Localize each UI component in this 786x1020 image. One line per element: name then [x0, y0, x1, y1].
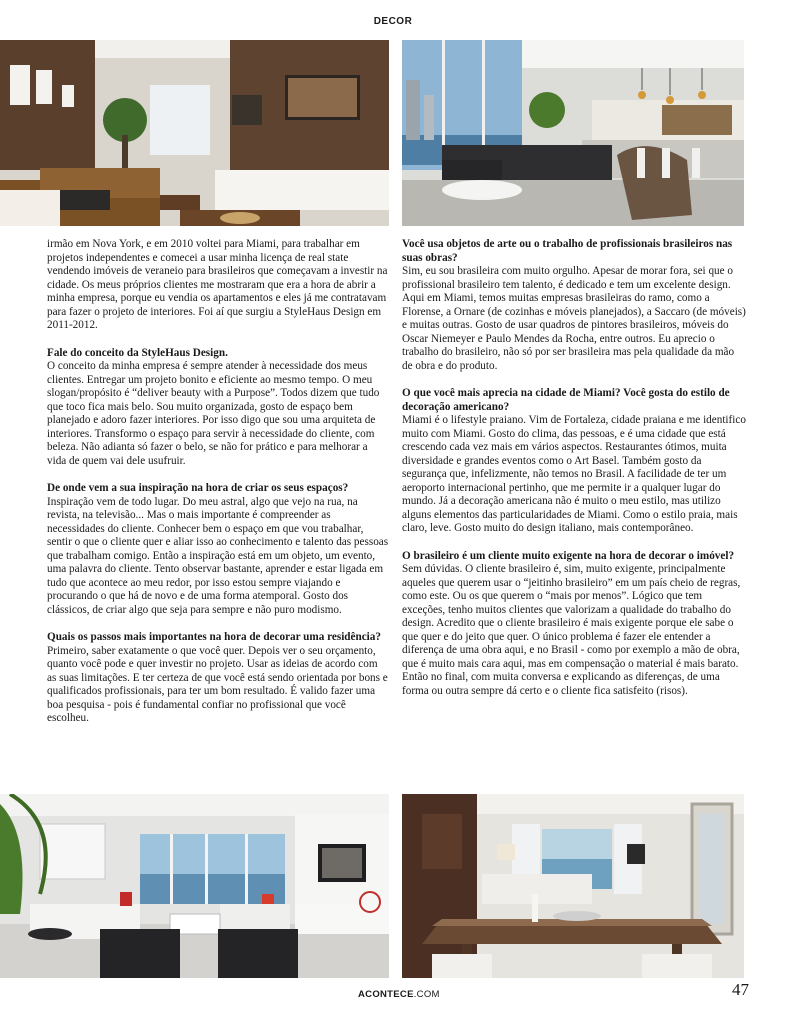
answer-brazilian-art: Sim, eu sou brasileira com muito orgulho. Apesar de morar fora, sei que o profissional brasileiro tem talento, é dedicado e tem um excelente design. Aqui em Miami, temos muitas empresas brasileiras do ramo, como a Florense, a Ornare (de cozinhas e móveis planejados), a Saccaro (de móveis) e muitas outras. Gosto de usar quadros de pintores brasileiros, móveis do Oscar Niemeyer e Paulo Mendes da Rocha, entre outros. Eu aprecio o trabalho do brasileiro, não só por ser brasileira mas pela qualidade da mão de obra e do produto.	[402, 265, 746, 372]
intro-paragraph: irmão em Nova York, e em 2010 voltei para Miami, para trabalhar em projetos independentes e comecei a usar minha licença de real state vendendo imóveis de veraneio para brasileiros que começavam a investir na cidade. Os meus próprios clientes me mostraram que era a hora de abrir a minha empresa, porque eu vendia os apartamentos e eles já me contratavam para fazer o projeto de interiores. Foi aí que surgiu a StyleHaus Design em 2011-2012.	[47, 238, 388, 331]
question-steps: Quais os passos mais importantes na hora de decorar uma residência?	[47, 631, 381, 643]
section-label: DECOR	[373, 16, 413, 27]
living-room-photo-top-left	[0, 40, 389, 226]
living-room-photo-bottom-left	[0, 794, 389, 978]
question-miami: O que você mais aprecia na cidade de Miami? Você gosta do estilo de decoração americano?	[402, 387, 730, 413]
answer-steps: Primeiro, saber exatamente o que você quer. Depois ver o seu orçamento, quanto você pode e quer investir no projeto. Usar as ideias de acordo com as suas limitações. E ter certeza de que você está sendo orientada por bons e qualificados profissionais, para ter um bom resultado. É valido fazer uma boa pesquisa - pois é fundamental confiar no profissional que você escolheu.	[47, 644, 388, 724]
answer-concept: O conceito da minha empresa é sempre atender à necessidade dos meus clientes. Entregar um projeto bonito e eficiente ao mesmo tempo. O meu slogan/propósito é “deliver beauty with a Purpose”. Todos dizem que tudo que toco fica mais belo. Sou muito organizada, gosto de espaço bem planejado e adoro fazer interiores. Por isso digo que sou uma arquiteta de interiores. Transformo o espaço para servir à necessidade do cliente, com beleza. Não adianta só fazer o belo, se não for prático e para melhorar a vida de quem vai dele usufruir.	[47, 360, 380, 467]
question-concept: Fale do conceito da StyleHaus Design.	[47, 346, 228, 359]
living-room-photo-top-right	[402, 40, 744, 226]
answer-inspiration: Inspiração vem de todo lugar. Do meu astral, algo que vejo na rua, na revista, na televisão... Mas o mais importante é compreender as necessidades do cliente. Conhecer bem o espaço em que vou trabalhar, sentir o que o cliente quer e aliar isso ao conhecimento e talento das pessoas que trabalham comigo. Então a inspiração está em um objeto, um evento, uma palavra do cliente. Tento observar bastante, aprender e estar ligada em tudo que acontece ao meu redor, por isso estou sempre viajando e procurando o que há de novo e de uma forma atemporal. Gosto dos clássicos, de criar algo que seja para sempre e não puro modismo.	[47, 495, 389, 616]
answer-miami: Miami é o lifestyle praiano. Vim de Fortaleza, cidade praiana e me identifico muito com Miami. Gosto do clima, das pessoas, e é uma cidade que está crescendo cada vez mais em vários aspectos. Restaurantes ótimos, muita diversidade e grandes eventos como o Art Basel. Também gosto da segurança que, infelizmente, não temos no Brasil. A facilidade de ter um aeroporto internacional pertinho, que me permite ir a qualquer lugar do mundo. Já a decoração americana não é muito o meu estilo, mas utilizo alguns elementos das particularidades de Miami. Como o estilo praia, mais claro, leve. Gosto muito do design italiano, mais contemporâneo.	[402, 414, 746, 534]
footer-brand	[358, 989, 440, 1000]
page-number: 47	[732, 980, 749, 999]
article-column-left	[47, 238, 389, 726]
article-column-right	[402, 238, 747, 698]
answer-demanding-client: Sem dúvidas. O cliente brasileiro é, sim, muito exigente, principalmente aqueles que querem usar o “jeitinho brasileiro” em um país cheio de regras, como este. Ou os que querem o “mais por menos”. Lógico que tem exceções, tenho muitos clientes que valorizam a qualidade do trabalho do design. Acredito que o cliente brasileiro é mais exigente porque ele sabe o que quer e do jeito que quer. O único problema é fazer ele entender a diferença de uma obra aqui, e no Brasil - como por exemplo a mão de obra, que é muito mais cara aqui, mas em compensação o material é mais barato. Então no final, com muita conversa e explicando as diferenças, de uma forma ou outra sempre dá certo e o cliente fica satisfeito (risos).	[402, 563, 741, 697]
dining-room-photo-bottom-right	[402, 794, 744, 978]
question-demanding-client: O brasileiro é um cliente muito exigente na hora de decorar o imóvel?	[402, 549, 735, 562]
footer-brand-suffix: .COM	[413, 989, 440, 1000]
footer-brand-name: ACONTECE	[358, 989, 414, 1000]
question-inspiration: De onde vem a sua inspiração na hora de criar os seus espaços?	[47, 482, 349, 494]
question-brazilian-art: Você usa objetos de arte ou o trabalho de profissionais brasileiros nas suas obras?	[402, 238, 733, 264]
